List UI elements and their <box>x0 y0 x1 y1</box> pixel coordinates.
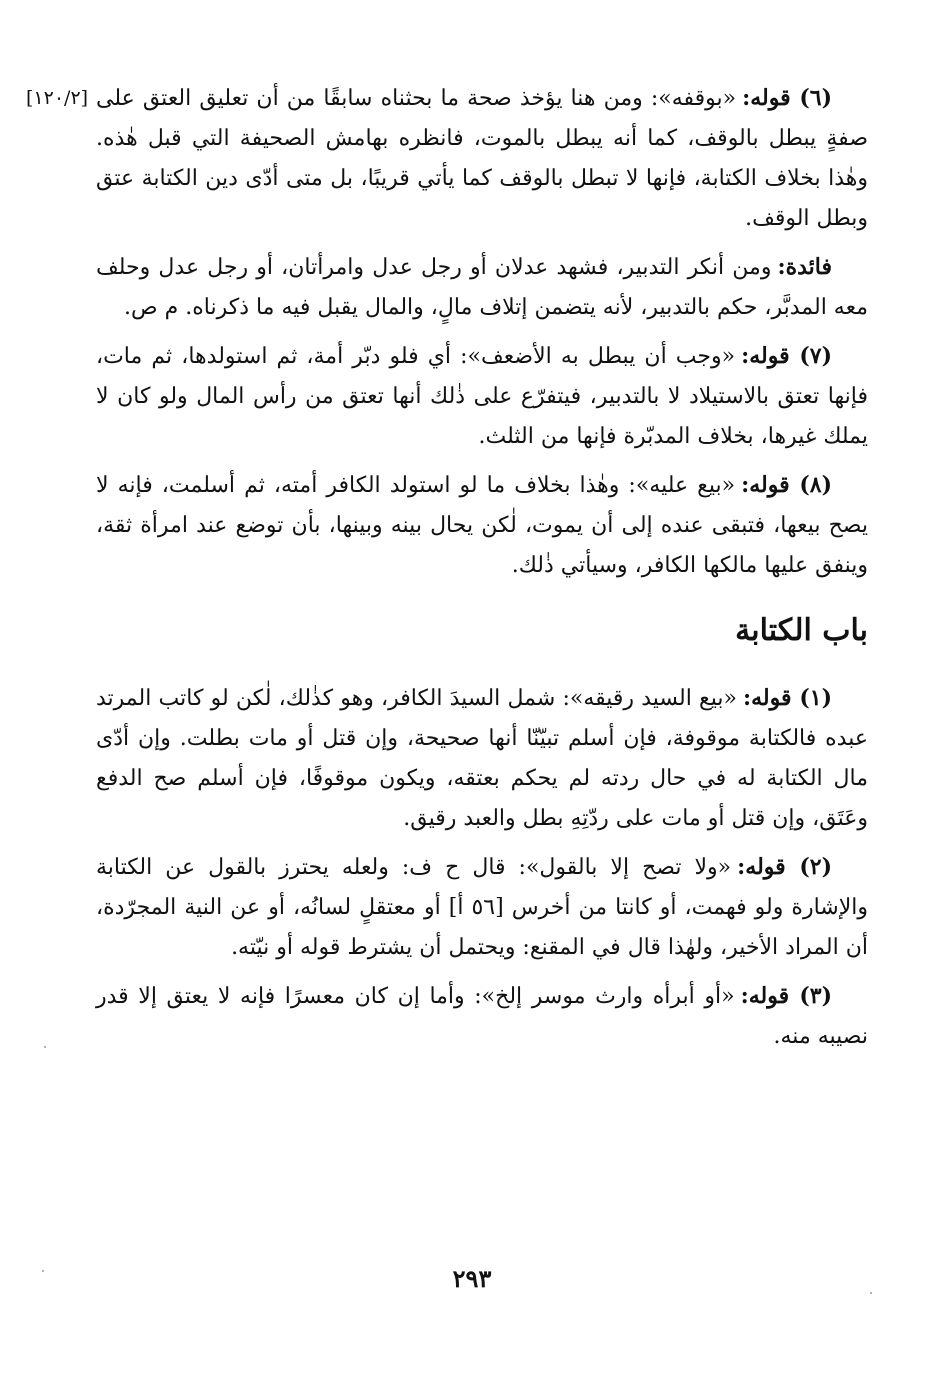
note-text: «ولا تصح إلا بالقول»: قال ح ف: ولعله يحترز بالقول عن الكتابة والإشارة ولو فهمت، أو كانتا من أخرس [٥٦ أ] أو معتقلٍ لسانُه، أو عن النية المجرّدة، أن المراد الأخير، ولهٰذا قال في المقنع: ويحتمل أن يشترط قوله أو نيّته. <box>96 855 868 960</box>
note-lead: (١) قوله: <box>742 685 833 711</box>
note-text: «أو أبرأه وارث موسر إلخ»: وأما إن كان معسرًا فإنه لا يعتق إلا قدر نصيبه منه. <box>96 984 868 1049</box>
note-paragraph <box>96 976 868 1057</box>
note-lead: (٢) قوله: <box>737 854 832 880</box>
note-paragraph <box>96 847 868 968</box>
margin-page-reference: [١٢٠/٢] <box>26 87 89 109</box>
note-paragraph <box>96 678 868 839</box>
note-paragraph <box>96 465 868 586</box>
note-lead: (٦) قوله: <box>742 85 833 111</box>
body-text <box>96 78 868 1065</box>
note-lead: (٣) قوله: <box>740 983 833 1009</box>
chapter-title: باب الكتابة <box>735 613 868 648</box>
note-text: «بوقفه»: ومن هنا يؤخذ صحة ما بحثناه سابقًا من أن تعليق العتق على صفةٍ يبطل بالوقف، كما أنه يبطل بالموت، فانظره بهامش الصحيفة التي قبل هٰذه. وهٰذا بخلاف الكتابة، فإنها لا تبطل بالوقف كما يأتي قريبًا، بل متى أدّى دين الكتابة عتق وبطل الوقف. <box>96 86 868 231</box>
note-lead: (٧) قوله: <box>741 343 832 369</box>
note-paragraph <box>96 336 868 457</box>
note-lead: فائدة: <box>777 254 832 280</box>
note-text: «وجب أن يبطل به الأضعف»: أي فلو دبّر أمة، ثم استولدها، ثم مات، فإنها تعتق بالاستيلاد لا بالتدبير، فيتفرّع على ذٰلك أنها تعتق من رأس المال ولو كان لا يملك غيرها، بخلاف المدبّرة فإنها من الثلث. <box>96 344 868 449</box>
scan-speck <box>870 1292 872 1294</box>
page-number: ٢٩٣ <box>452 1264 492 1293</box>
note-paragraph <box>96 247 868 328</box>
scan-speck <box>42 1270 44 1272</box>
note-paragraph <box>96 78 868 239</box>
note-lead: (٨) قوله: <box>741 472 832 498</box>
note-text: ومن أنكر التدبير، فشهد عدلان أو رجل عدل وامرأتان، أو رجل عدل وحلف معه المدبَّر، حكم بالتدبير، لأنه يتضمن إتلاف مالٍ، والمال يقبل فيه ما ذكرناه. م ص. <box>96 255 868 320</box>
scan-speck <box>44 1046 46 1048</box>
note-text: «بيع عليه»: وهٰذا بخلاف ما لو استولد الكافر أمته، ثم أسلمت، فإنه لا يصح بيعها، فتبقى عنده إلى أن يموت، لٰكن يحال بينه وبينها، بأن توضع عند امرأة ثقة، وينفق عليها مالكها الكافر، وسيأتي ذٰلك. <box>96 473 868 578</box>
note-text: «بيع السيد رقيقه»: شمل السيدَ الكافر، وهو كذٰلك، لٰكن لو كاتب المرتد عبده فالكتابة موقوفة، فإن أسلم تبيّنّا أنها صحيحة، وإن قتل أو مات بطلت. وإن أدّى مال الكتابة له في حال ردته لم يحكم بعتقه، ويكون موقوفًا، فإن أسلم صح الدفع وعَتَق، وإن قتل أو مات على ردّتِهِ بطل والعبد رقيق. <box>96 686 868 831</box>
